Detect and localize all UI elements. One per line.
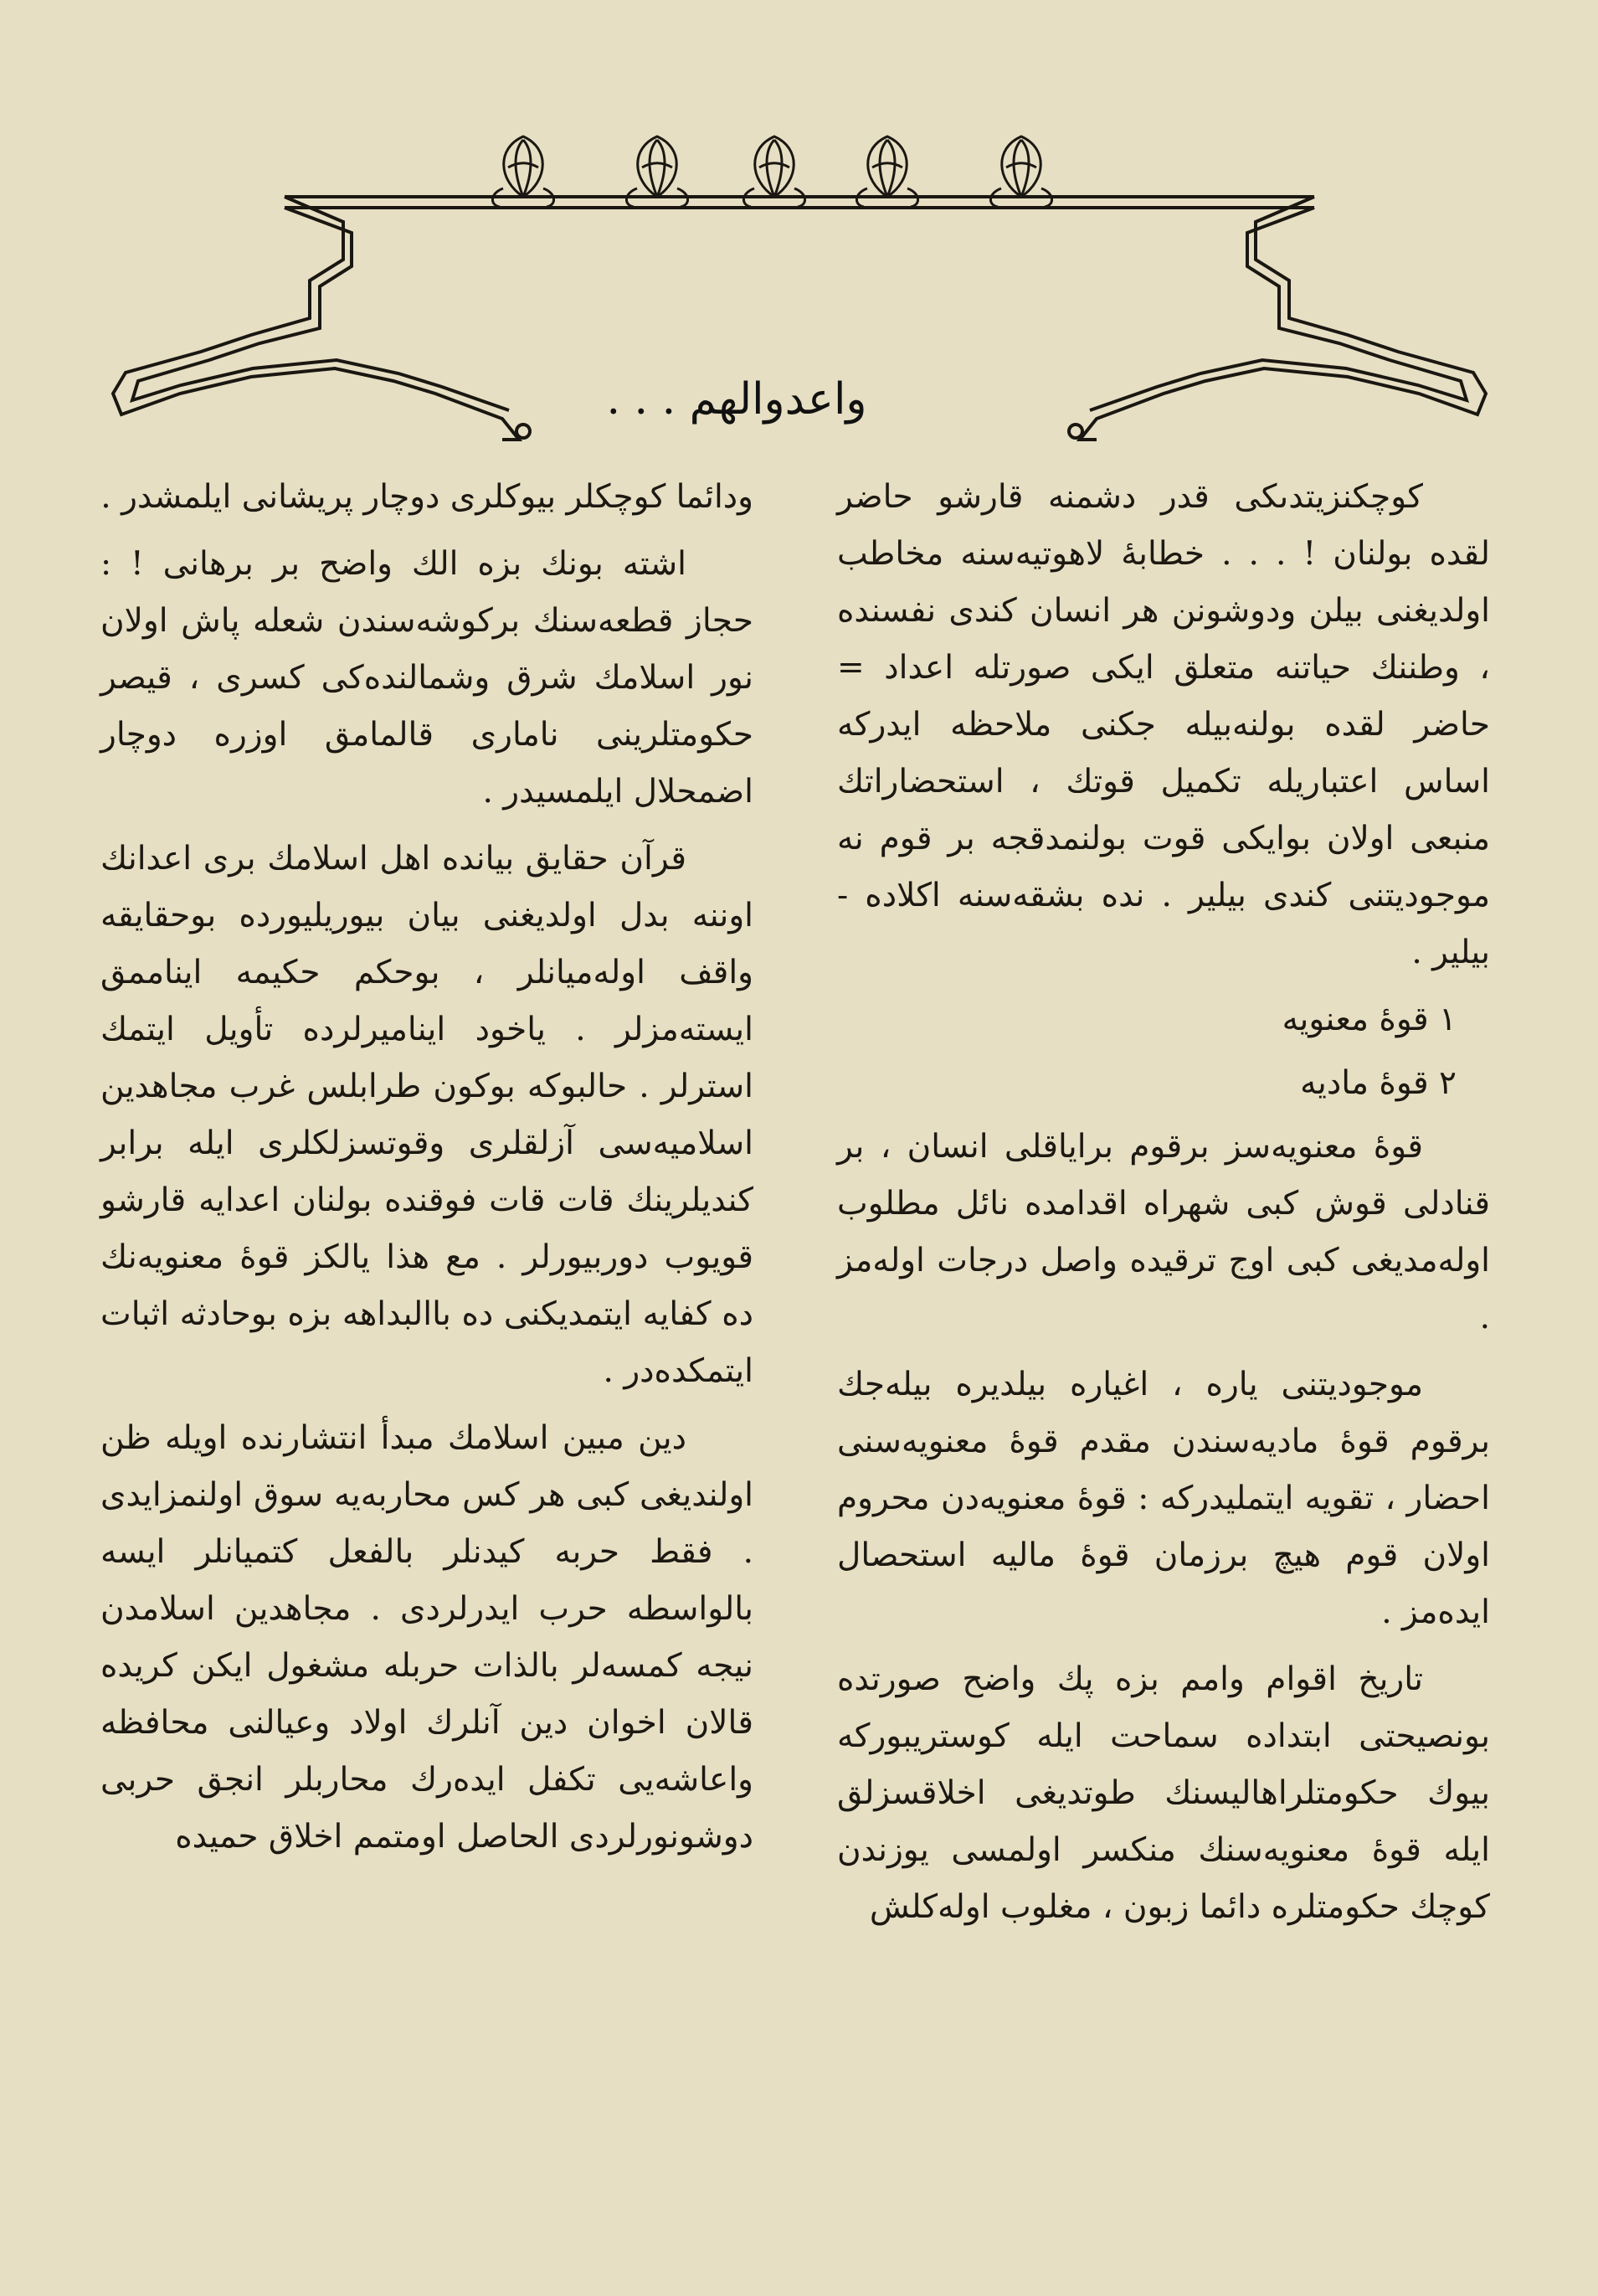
paragraph: تاريخ اقوام وامم بزه پك واضح صورتده بونصيحتى ابتداده سماحت ايله كوستريبوركه بيوك حكومتلراهاليسنك طوتديغى اخلاقسزلق ايله قوهٔ معنويه‌سنك منكسر اولمسى يوزندن كوچك حكومتلره دائما زبون ، مغلوب اوله‌كلش [837,1660,1490,1926]
right-column [837,469,1490,1946]
list-item: ٢ قوهٔ ماديه [1300,1064,1457,1102]
paragraph: اشته بونك بزه الك واضح بر برهانى ! : حجاز قطعه‌سنك بركوشه‌سندن شعله پاش اولان نور اسلامك شرق وشمالنده‌كى كسرى ، قيصر حكومتلرينى نامارى قالمامق اوزره دوچار اضمحلال ايلمسيدر . [100,545,753,811]
article-title: واعدوالهم . . . [606,374,867,425]
paragraph: ودائما كوچكلر بيوكلرى دوچار پريشانى ايلمشدر . [100,478,753,516]
paragraph: كوچكنزيتدىكى قدر دشمنه قارشو حاضر لقده بولنان ! . . . خطابهٔ لاهوتيه‌سنه مخاطب اولديغنى بيلن ودوشونن هر انسان كندى نفسنده ، وطننك حياتنه متعلق ايكى صورتله اعداد = حاضر لقده بولنه‌بيله جكنى ملاحظه ايدركه اساس اعتباريله تكميل قوتك ، استحضاراتك منبعى اولان بوايكى قوت بولنمدقجه بر قوم نه موجوديتنى كندى بيلير . نده بشقه‌سنه اكلاده - بيلير . [837,478,1490,971]
left-column [100,469,753,1876]
list-item: ١ قوهٔ معنويه [1282,1001,1457,1038]
paragraph: دين مبين اسلامك مبدأ انتشارنده اويله ظن اولنديغى كبى هر كس محاربه‌يه سوق اولنمزايدى . فقط حربه كيدنلر بالفعل كتميانلر ايسه بالواسطه حرب ايدرلردى . مجاهدين اسلامدن نيجه كمسه‌لر بالذات حربله مشغول ايكن كريده قالان اخوان دين آنلرك اولاد وعيالنى محافظه واعاشه‌يى تكفل ايده‌رك محاربلر انجق حربى دوشونورلردى الحاصل اومتمم اخلاق حميده [100,1419,753,1856]
paragraph: قوهٔ معنويه‌سز برقوم براياقلى انسان ، بر قنادلى قوش كبى شهراه اقدامده نائل مطلوب اوله‌مديغى كبى اوج ترقيده واصل درجات اوله‌مز . [837,1128,1490,1336]
paragraph: موجوديتنى ياره ، اغياره بيلديره بيله‌جك برقوم قوهٔ ماديه‌سندن مقدم قوهٔ معنويه‌سنى احضار ، تقويه ايتمليدركه : قوهٔ معنويه‌دن محروم اولان قوم هيچ برزمان قوهٔ ماليه استحصال ايده‌مز . [837,1366,1490,1631]
paragraph: قرآن حقايق بيانده اهل اسلامك برى اعدانك اوننه بدل اولديغنى بيان بيوريليورده بوحقايقه واقف اوله‌ميانلر ، بوحكم حكيمه ايناممق ايسته‌مزلر . ياخود ايناميرلرده تأويل ايتمك استرلر . حالبوكه بوكون طرابلس غرب مجاهدين اسلاميه‌سى آزلقلرى وقوتسزلكلرى ايله برابر كنديلرينك قات قات فوقنده بولنان اعدايه قارشو قويوب دوربيورلر . مع هذا يالكز قوهٔ معنويه‌نك ده كفايه ايتمديكنى ده باالبداهه بزه بوحادثه اثبات ايتمكده‌در . [100,840,753,1390]
